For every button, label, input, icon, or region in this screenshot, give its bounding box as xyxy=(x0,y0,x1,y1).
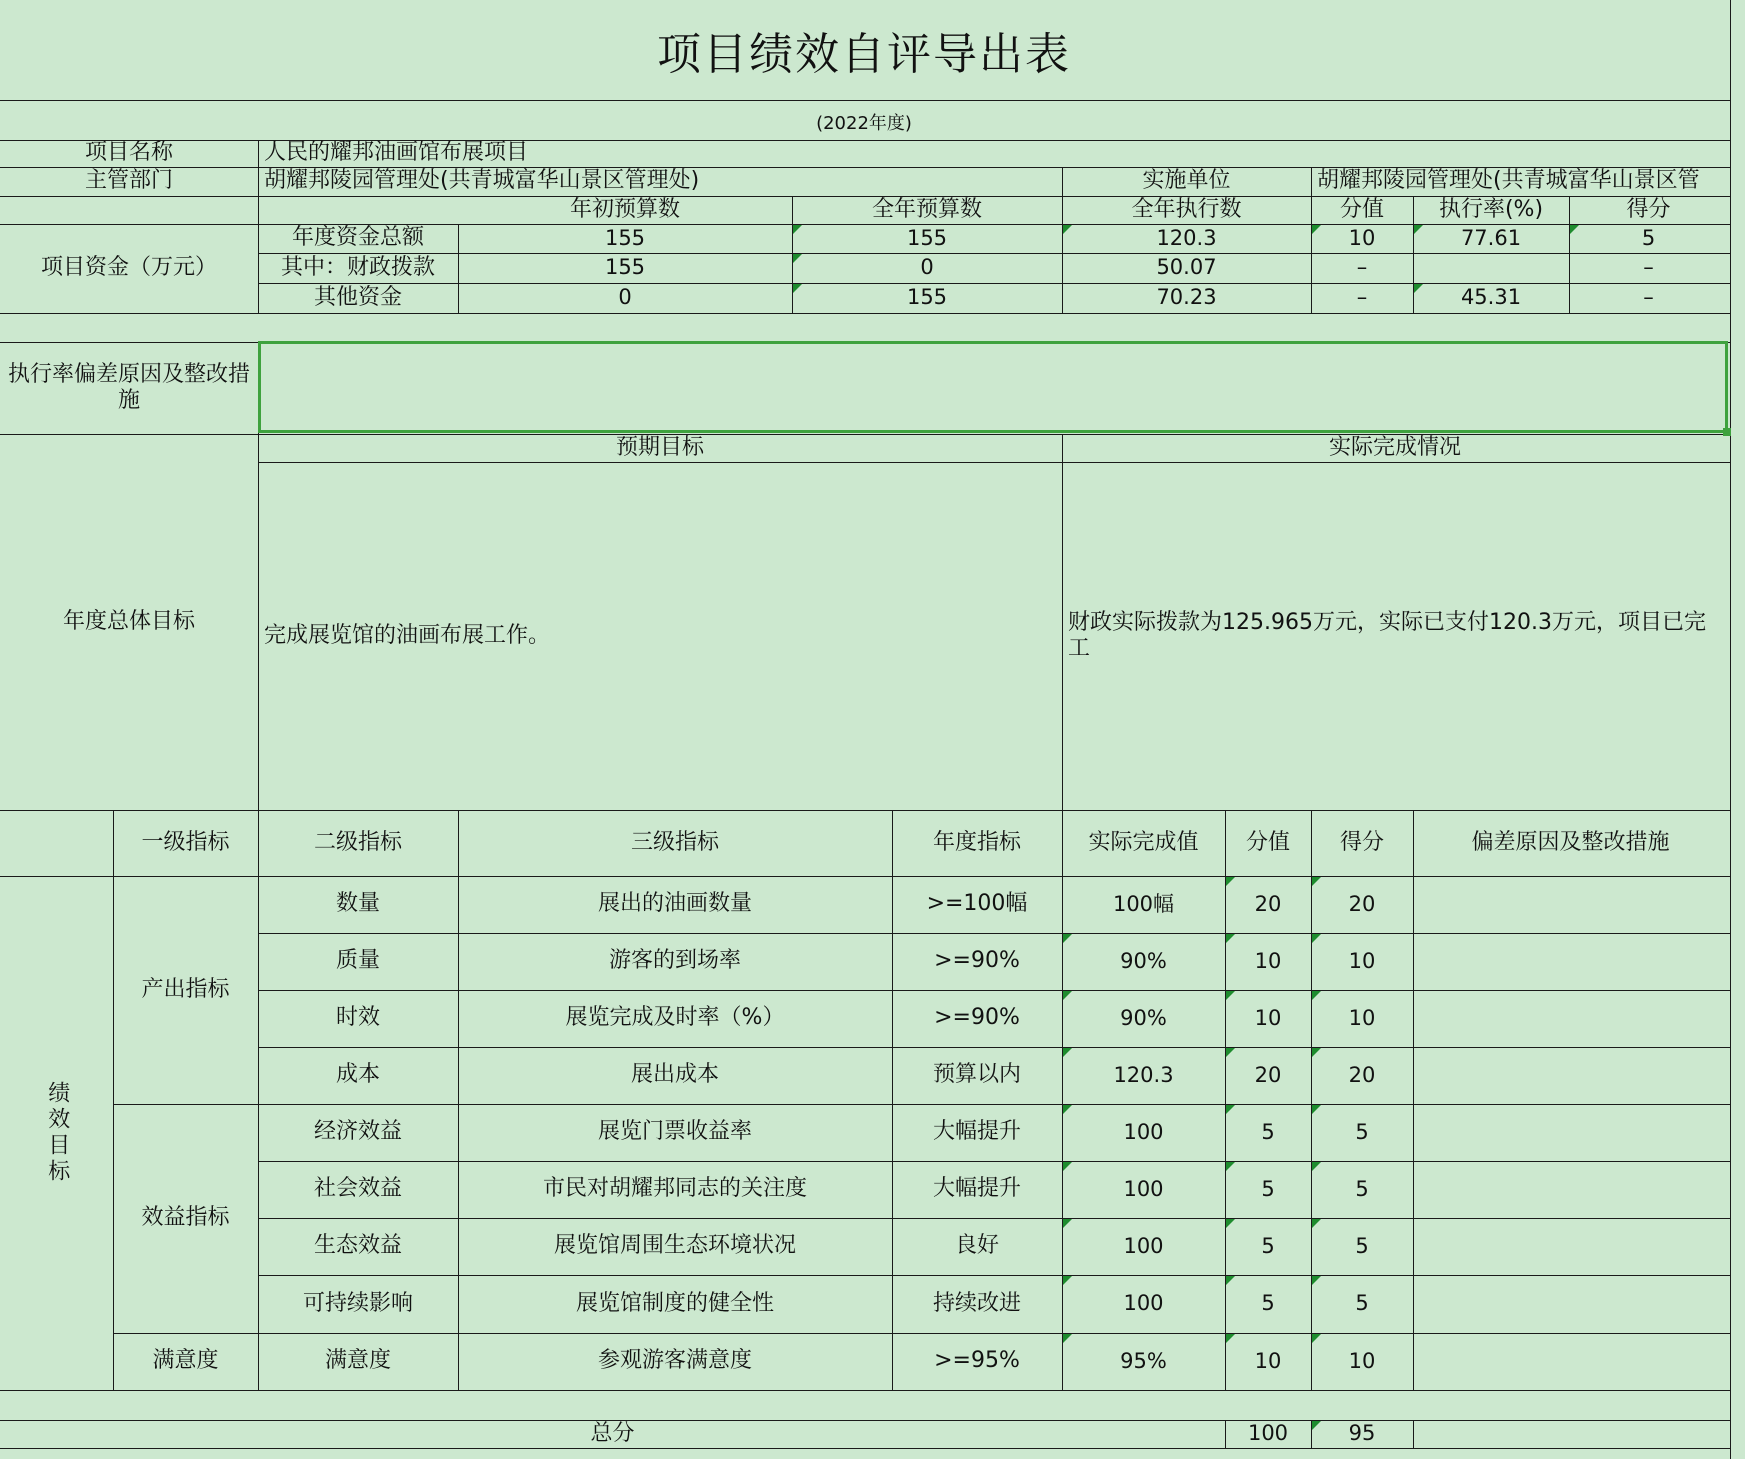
ind-score-cell[interactable]: 10 xyxy=(1348,1005,1376,1030)
cell-warning-marker xyxy=(1312,1334,1321,1343)
selected-cell-outline xyxy=(258,341,1728,433)
funds-cell[interactable] xyxy=(1413,253,1569,283)
ind-score-cell[interactable]: 5 xyxy=(1355,1176,1369,1201)
ind-score-cell[interactable]: 20 xyxy=(1348,891,1376,916)
cell-warning-marker xyxy=(1226,1162,1235,1171)
ind-l2-cell: 质量 xyxy=(335,948,380,974)
ind-l2-cell: 经济效益 xyxy=(313,1119,402,1145)
ind-score-cell[interactable]: 20 xyxy=(1348,1062,1376,1087)
ind-header-target: 年度指标 xyxy=(932,829,1021,855)
cell-warning-marker xyxy=(1063,991,1072,1000)
ind-actual-cell[interactable]: 90% xyxy=(1120,1005,1167,1030)
funds-cell[interactable]: 155 xyxy=(604,225,646,250)
impl-value[interactable]: 胡耀邦陵园管理处(共青城富华山景区管 xyxy=(1317,168,1700,194)
funds-header-weight: 分值 xyxy=(1339,196,1384,222)
ind-header-score: 得分 xyxy=(1339,829,1384,855)
actual-goal-value[interactable]: 财政实际拨款为125.965万元，实际已支付120.3万元，项目已完工 xyxy=(1068,609,1706,661)
funds-header-score: 得分 xyxy=(1626,196,1671,222)
ind-target-cell[interactable]: 大幅提升 xyxy=(932,1119,1021,1145)
ind-weight-cell[interactable]: 5 xyxy=(1261,1233,1275,1258)
cell-warning-marker xyxy=(1312,1276,1321,1285)
ind-actual-cell[interactable]: 100 xyxy=(1123,1291,1164,1316)
deviation-label: 执行率偏差原因及整改措施 xyxy=(7,361,250,413)
ind-weight-cell[interactable]: 5 xyxy=(1261,1291,1275,1316)
ind-weight-cell[interactable]: 10 xyxy=(1254,1005,1282,1030)
funds-row-name: 年度资金总额 xyxy=(291,225,424,251)
funds-cell[interactable]: – xyxy=(1356,285,1368,310)
expected-goal-header: 预期目标 xyxy=(615,434,704,460)
ind-actual-cell[interactable]: 120.3 xyxy=(1113,1062,1174,1087)
cell-warning-marker xyxy=(1312,1105,1321,1114)
cell-warning-marker xyxy=(1063,1219,1072,1228)
funds-cell[interactable]: 155 xyxy=(906,225,948,250)
project-name-label: 项目名称 xyxy=(84,140,173,166)
ind-target-cell[interactable]: >=90% xyxy=(934,948,1020,974)
ind-l2-cell: 可持续影响 xyxy=(302,1290,413,1316)
ind-score-cell[interactable]: 5 xyxy=(1355,1119,1369,1144)
dept-value[interactable]: 胡耀邦陵园管理处(共青城富华山景区管理处) xyxy=(264,168,700,194)
funds-cell[interactable]: 10 xyxy=(1348,225,1376,250)
cell-warning-marker xyxy=(1226,1276,1235,1285)
funds-cell[interactable]: 155 xyxy=(604,255,646,280)
ind-score-cell[interactable]: 10 xyxy=(1348,948,1376,973)
funds-cell[interactable]: 155 xyxy=(906,285,948,310)
funds-cell[interactable]: – xyxy=(1643,285,1654,310)
expected-goal-value[interactable]: 完成展览馆的油画布展工作。 xyxy=(264,622,551,648)
ind-actual-cell[interactable]: 100 xyxy=(1123,1119,1164,1144)
ind-l2-cell: 成本 xyxy=(335,1062,380,1088)
funds-cell[interactable]: 0 xyxy=(920,255,934,280)
impl-label: 实施单位 xyxy=(1142,168,1231,194)
ind-l3-cell: 展览门票收益率 xyxy=(597,1119,752,1145)
cell-warning-marker xyxy=(793,254,802,263)
funds-cell[interactable]: 5 xyxy=(1641,225,1656,250)
performance-goal-label: 绩效目标 xyxy=(44,1081,70,1185)
cell-warning-marker xyxy=(1312,1219,1321,1228)
ind-l3-cell: 展出的油画数量 xyxy=(597,891,752,917)
funds-cell[interactable]: 50.07 xyxy=(1156,255,1217,280)
cell-warning-marker xyxy=(1226,1334,1235,1343)
year-label: (2022年度) xyxy=(816,113,912,134)
cell-warning-marker xyxy=(1063,934,1072,943)
ind-target-cell[interactable]: 持续改进 xyxy=(932,1290,1021,1316)
ind-score-cell[interactable]: 10 xyxy=(1348,1348,1376,1373)
ind-l3-cell: 展出成本 xyxy=(630,1062,719,1088)
cell-warning-marker xyxy=(1312,1162,1321,1171)
funds-cell[interactable]: 45.31 xyxy=(1460,285,1522,310)
ind-note-cell[interactable] xyxy=(1413,990,1728,1047)
ind-group-satisfaction: 满意度 xyxy=(152,1348,219,1374)
funds-cell[interactable]: – xyxy=(1643,255,1654,280)
ind-l3-cell: 展览完成及时率（%） xyxy=(565,1005,785,1031)
cell-warning-marker xyxy=(1312,877,1321,886)
cell-warning-marker xyxy=(1226,991,1235,1000)
funds-row-name: 其中：财政拨款 xyxy=(280,254,435,280)
ind-l3-cell: 展览馆制度的健全性 xyxy=(575,1290,774,1316)
ind-target-cell[interactable]: 大幅提升 xyxy=(932,1176,1021,1202)
ind-l3-cell: 游客的到场率 xyxy=(608,948,741,974)
ind-header-l1: 一级指标 xyxy=(141,829,230,855)
cell-warning-marker xyxy=(1414,225,1423,234)
cell-warning-marker xyxy=(1063,1162,1072,1171)
ind-score-cell[interactable]: 5 xyxy=(1355,1233,1369,1258)
ind-header-l2: 二级指标 xyxy=(313,829,402,855)
ind-note-cell[interactable] xyxy=(1413,1161,1728,1218)
actual-goal-header: 实际完成情况 xyxy=(1328,434,1461,460)
ind-l3-cell: 参观游客满意度 xyxy=(597,1348,752,1374)
ind-note-cell[interactable] xyxy=(1413,1275,1728,1333)
ind-note-cell[interactable] xyxy=(1413,1104,1728,1161)
ind-note-cell[interactable] xyxy=(1413,876,1728,933)
total-label: 总分 xyxy=(590,1420,635,1446)
cell-warning-marker xyxy=(1570,225,1579,234)
cell-warning-marker xyxy=(1226,1105,1235,1114)
cell-warning-marker xyxy=(1312,1048,1321,1057)
annual-goal-label: 年度总体目标 xyxy=(62,608,195,634)
ind-l3-cell: 市民对胡耀邦同志的关注度 xyxy=(542,1176,807,1202)
ind-actual-cell[interactable]: 95% xyxy=(1120,1348,1167,1373)
ind-group-benefit: 效益指标 xyxy=(141,1205,230,1231)
ind-weight-cell[interactable]: 5 xyxy=(1261,1119,1275,1144)
funds-header-annual: 全年预算数 xyxy=(871,196,982,222)
ind-actual-cell[interactable]: 90% xyxy=(1120,948,1167,973)
cell-warning-marker xyxy=(1312,934,1321,943)
ind-note-cell[interactable] xyxy=(1413,1047,1728,1104)
ind-target-cell[interactable]: 预算以内 xyxy=(932,1062,1021,1088)
ind-l2-cell: 时效 xyxy=(335,1005,380,1031)
ind-header-actual: 实际完成值 xyxy=(1088,829,1199,855)
ind-weight-cell[interactable]: 10 xyxy=(1254,1348,1282,1373)
ind-weight-cell[interactable]: 10 xyxy=(1254,948,1282,973)
ind-l2-cell: 数量 xyxy=(335,891,380,917)
funds-header-executed: 全年执行数 xyxy=(1131,196,1242,222)
ind-target-cell[interactable]: >=100幅 xyxy=(926,891,1028,917)
cell-warning-marker xyxy=(1226,1048,1235,1057)
dept-label: 主管部门 xyxy=(84,168,173,194)
cell-warning-marker xyxy=(1063,1334,1072,1343)
ind-header-note: 偏差原因及整改措施 xyxy=(1471,829,1670,855)
funds-cell[interactable]: 0 xyxy=(618,285,632,310)
funds-cell[interactable]: 77.61 xyxy=(1460,225,1522,250)
ind-target-cell[interactable]: >=90% xyxy=(934,1005,1020,1031)
ind-header-l3: 三级指标 xyxy=(630,829,719,855)
cell-warning-marker xyxy=(1312,1421,1321,1430)
funds-header-rate: 执行率(%) xyxy=(1438,196,1544,222)
ind-l2-cell: 生态效益 xyxy=(313,1233,402,1259)
ind-actual-cell[interactable]: 100幅 xyxy=(1112,891,1175,916)
ind-score-cell[interactable]: 5 xyxy=(1355,1291,1369,1316)
ind-l3-cell: 展览馆周围生态环境状况 xyxy=(553,1233,796,1259)
ind-target-cell[interactable]: 良好 xyxy=(954,1233,999,1259)
funds-cell[interactable]: 70.23 xyxy=(1156,285,1217,310)
cell-warning-marker xyxy=(1226,934,1235,943)
page-title: 项目绩效自评导出表 xyxy=(657,29,1071,80)
ind-weight-cell[interactable]: 20 xyxy=(1254,891,1282,916)
ind-l2-cell: 满意度 xyxy=(324,1348,391,1374)
funds-label: 项目资金（万元） xyxy=(40,255,217,281)
ind-header-weight: 分值 xyxy=(1245,829,1290,855)
ind-note-cell[interactable] xyxy=(1413,1218,1728,1275)
ind-weight-cell[interactable]: 5 xyxy=(1261,1176,1275,1201)
ind-l2-cell: 社会效益 xyxy=(313,1176,402,1202)
cell-warning-marker xyxy=(1312,225,1321,234)
cell-warning-marker xyxy=(1226,877,1235,886)
cell-warning-marker xyxy=(1226,1219,1235,1228)
ind-actual-cell[interactable]: 100 xyxy=(1123,1233,1164,1258)
cell-warning-marker xyxy=(1063,225,1072,234)
project-name-value[interactable]: 人民的耀邦油画馆布展项目 xyxy=(264,140,529,166)
cell-warning-marker xyxy=(1063,1105,1072,1114)
funds-cell[interactable]: 120.3 xyxy=(1156,225,1217,250)
cell-warning-marker xyxy=(1312,991,1321,1000)
cell-warning-marker xyxy=(1063,1276,1072,1285)
cell-warning-marker xyxy=(793,284,802,293)
funds-header-initial: 年初预算数 xyxy=(569,196,680,222)
ind-actual-cell[interactable]: 100 xyxy=(1123,1176,1164,1201)
cell-warning-marker xyxy=(793,225,802,234)
funds-cell[interactable]: – xyxy=(1356,255,1368,280)
cell-warning-marker xyxy=(1414,284,1423,293)
ind-note-cell[interactable] xyxy=(1413,933,1728,990)
ind-note-cell[interactable] xyxy=(1413,1333,1728,1390)
total-score[interactable]: 95 xyxy=(1348,1421,1376,1446)
cell-warning-marker xyxy=(1063,1048,1072,1057)
total-weight[interactable]: 100 xyxy=(1247,1421,1289,1446)
ind-target-cell[interactable]: >=95% xyxy=(934,1348,1020,1374)
ind-weight-cell[interactable]: 20 xyxy=(1254,1062,1282,1087)
ind-group-output: 产出指标 xyxy=(141,976,230,1002)
funds-row-name: 其他资金 xyxy=(313,284,402,310)
